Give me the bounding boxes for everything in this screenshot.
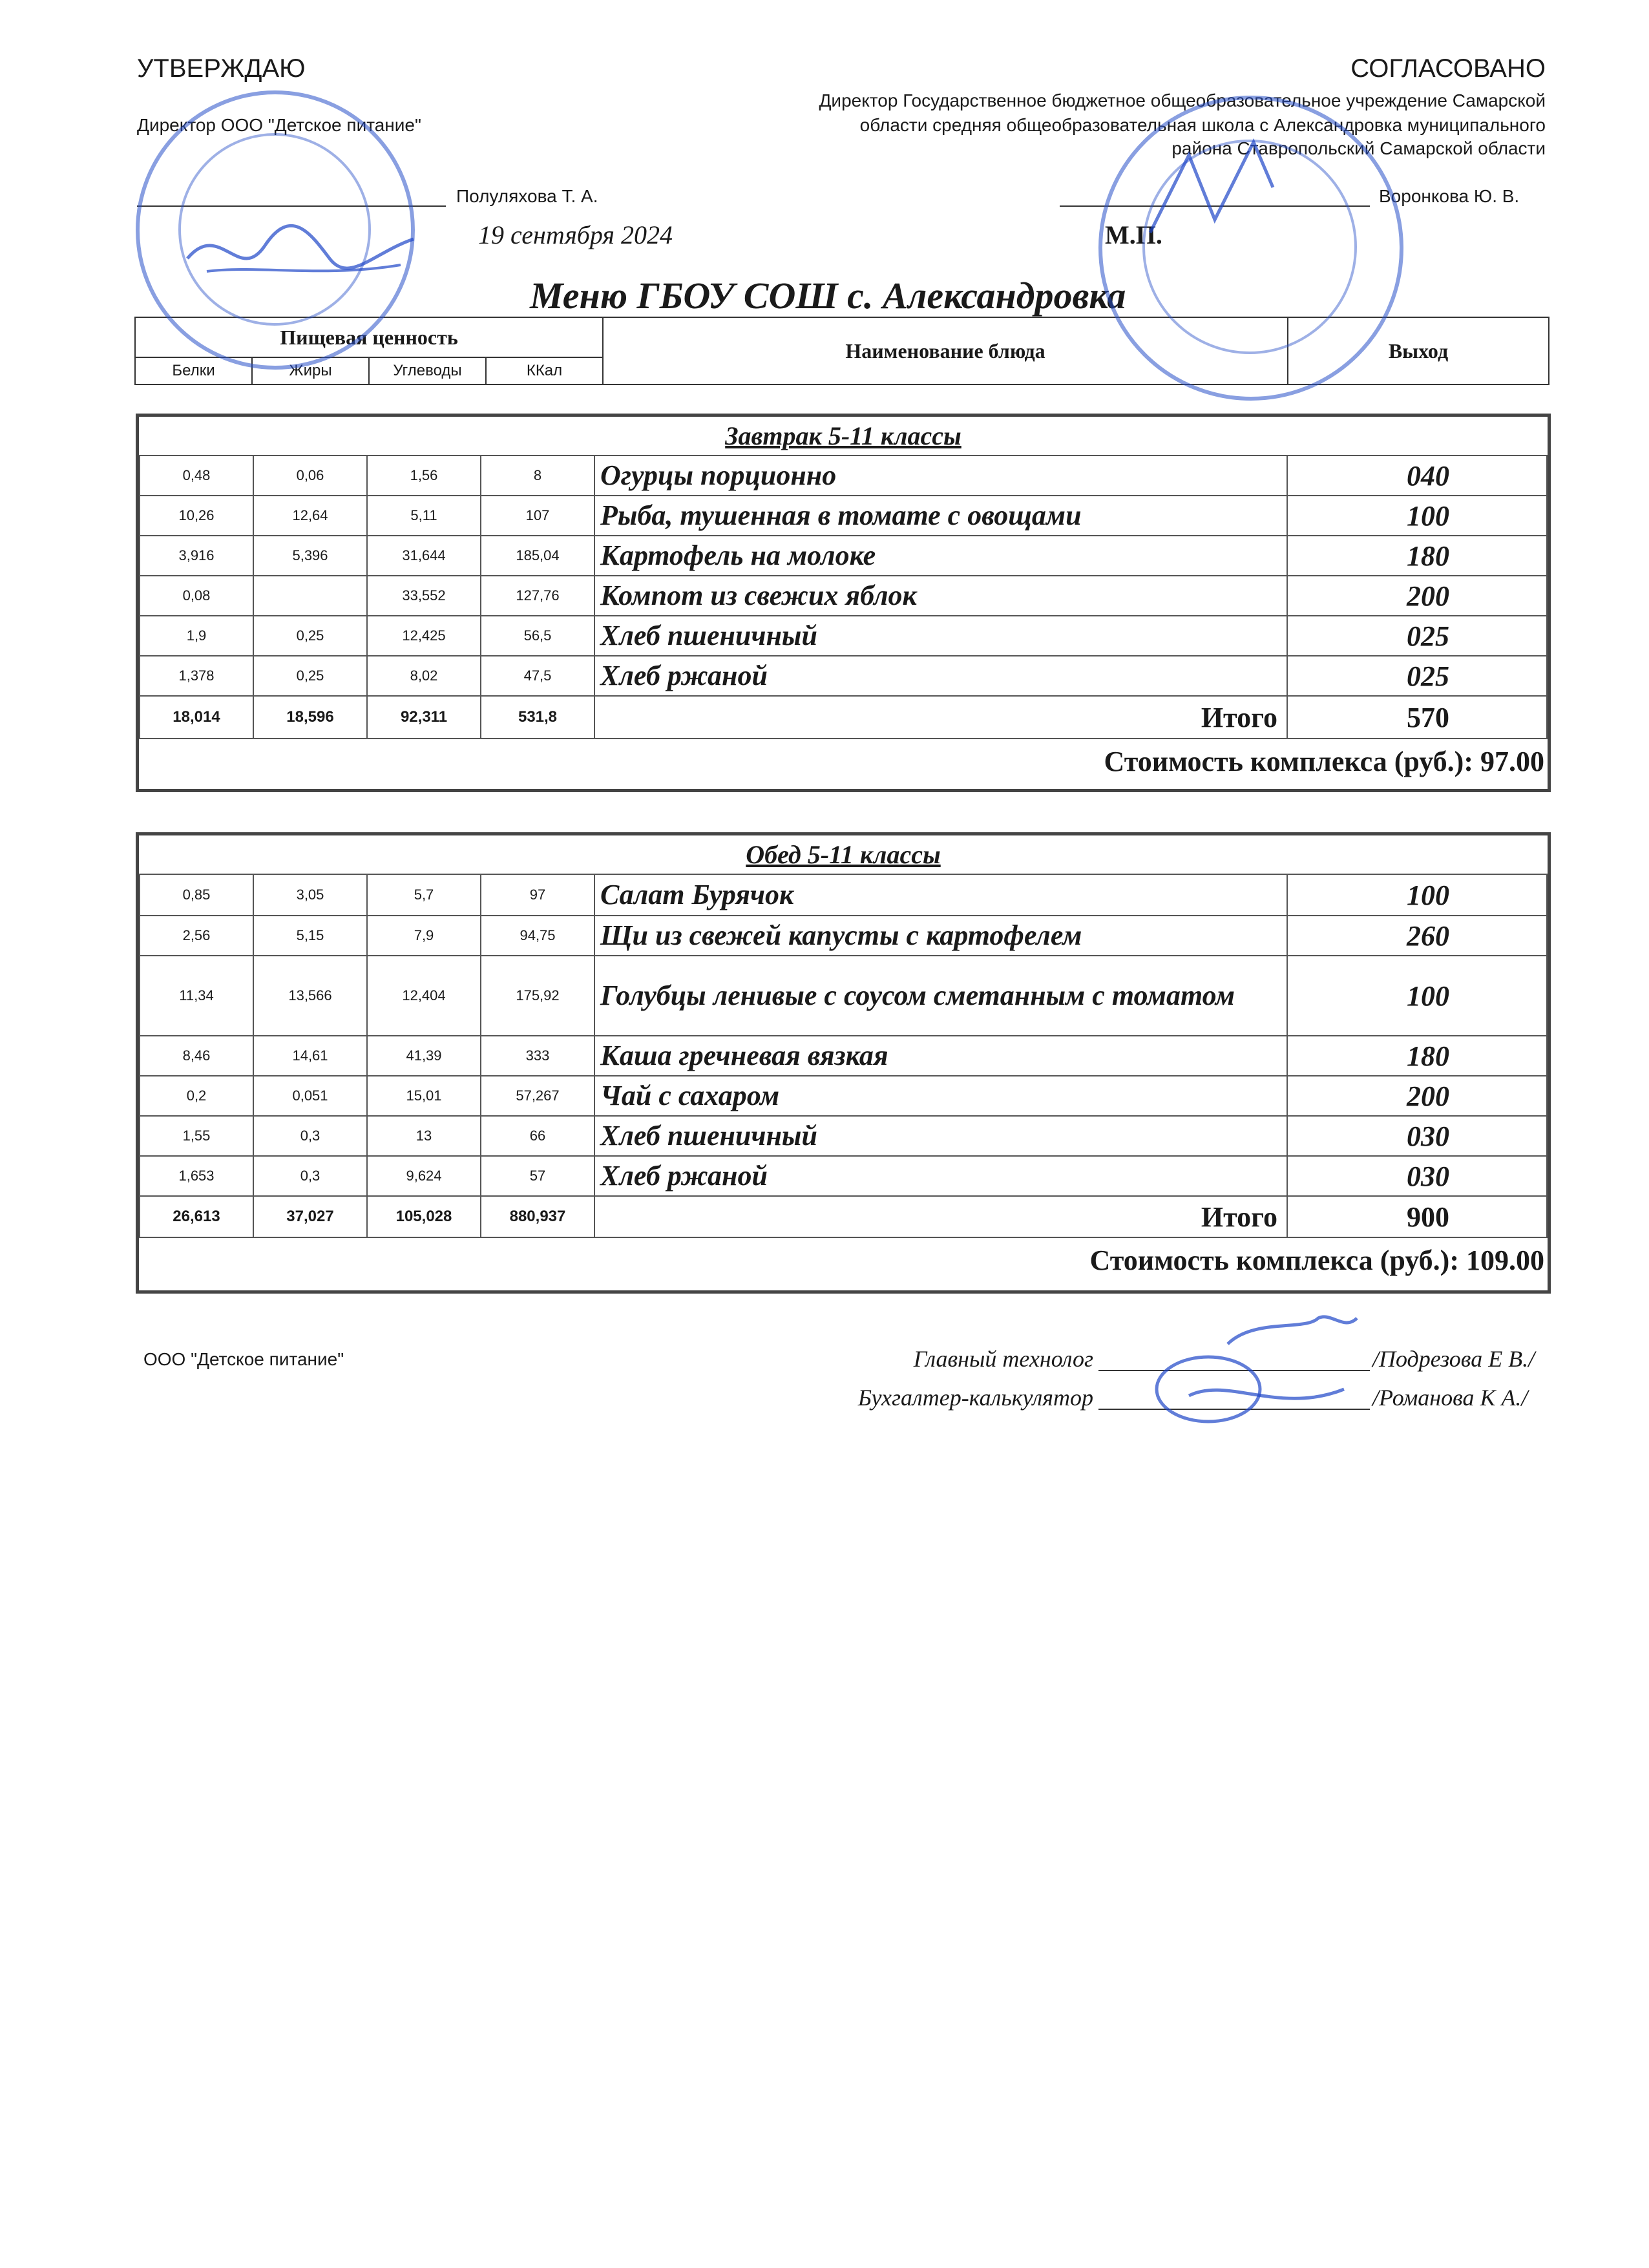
total-yield: 570 [1287,696,1547,739]
protein-cell: 10,26 [140,496,253,536]
kcal-cell: 57 [481,1156,594,1196]
carbs-cell: 13 [367,1116,481,1156]
yield-header: Выход [1288,317,1549,384]
protein-cell: 0,2 [140,1076,253,1116]
fat-cell: 0,06 [253,456,367,496]
total-carbs: 92,311 [367,696,481,739]
protein-cell: 1,9 [140,616,253,656]
protein-cell: 2,56 [140,916,253,956]
agree-name: Воронкова Ю. В. [1379,186,1520,206]
protein-cell: 8,46 [140,1036,253,1076]
total-fat: 37,027 [253,1196,367,1237]
nutrition-header: Пищевая ценность [135,317,603,357]
yield-cell: 040 [1287,456,1547,496]
dish-name-cell: Щи из свежей капусты с картофелем [594,916,1287,956]
yield-cell: 200 [1287,576,1547,616]
fat-cell: 0,3 [253,1116,367,1156]
lunch-cost: Стоимость комплекса (руб.): 109.00 [140,1237,1547,1283]
carbs-cell: 31,644 [367,536,481,576]
kcal-cell: 57,267 [481,1076,594,1116]
protein-cell: 11,34 [140,956,253,1036]
total-carbs: 105,028 [367,1196,481,1237]
kcal-cell: 94,75 [481,916,594,956]
table-row [140,874,1547,916]
technologist-signature-icon [1150,1305,1396,1434]
approve-name: Полуляхова Т. А. [456,186,598,206]
carbs-cell: 15,01 [367,1076,481,1116]
protein-cell: 1,653 [140,1156,253,1196]
protein-cell: 0,48 [140,456,253,496]
kcal-cell: 8 [481,456,594,496]
carbs-header: Углеводы [369,357,486,384]
carbs-cell: 41,39 [367,1036,481,1076]
fat-cell: 12,64 [253,496,367,536]
table-row [140,576,1547,616]
kcal-cell: 107 [481,496,594,536]
fat-cell: 0,25 [253,616,367,656]
dish-name-cell: Компот из свежих яблок [594,576,1287,616]
carbs-cell: 9,624 [367,1156,481,1196]
director-signature-icon [181,207,426,297]
yield-cell: 100 [1287,874,1547,916]
tech-role: Главный технолог [913,1346,1093,1372]
yield-cell: 260 [1287,916,1547,956]
table-row [140,536,1547,576]
table-row [140,496,1547,536]
kcal-header: ККал [486,357,603,384]
dish-name-cell: Чай с сахаром [594,1076,1287,1116]
carbs-cell: 12,425 [367,616,481,656]
fat-cell: 5,396 [253,536,367,576]
total-protein: 18,014 [140,696,253,739]
total-kcal: 880,937 [481,1196,594,1237]
protein-header: Белки [135,357,252,384]
kcal-cell: 185,04 [481,536,594,576]
fat-cell: 3,05 [253,874,367,916]
accountant-role: Бухгалтер-калькулятор [857,1385,1093,1411]
dish-name-cell: Хлеб пшеничный [594,616,1287,656]
tech-name: /Подрезова Е В./ [1372,1346,1535,1372]
yield-cell: 025 [1287,656,1547,696]
yield-cell: 030 [1287,1156,1547,1196]
total-fat: 18,596 [253,696,367,739]
carbs-cell: 5,7 [367,874,481,916]
table-row [140,656,1547,696]
yield-cell: 030 [1287,1116,1547,1156]
page-title: Меню ГБОУ СОШ с. Александровка [530,275,1126,317]
dish-name-cell: Рыба, тушенная в томате с овощами [594,496,1287,536]
agree-title: СОГЛАСОВАНО [1350,54,1546,83]
dish-name-cell: Каша гречневая вязкая [594,1036,1287,1076]
dish-name-cell: Хлеб ржаной [594,1156,1287,1196]
table-row [140,916,1547,956]
approve-date: 19 сентября 2024 [478,220,673,249]
yield-cell: 200 [1287,1076,1547,1116]
dish-name-cell: Хлеб ржаной [594,656,1287,696]
fat-cell: 5,15 [253,916,367,956]
dish-name-cell: Салат Бурячок [594,874,1287,916]
dish-name-cell: Хлеб пшеничный [594,1116,1287,1156]
table-row [140,1156,1547,1196]
agree-line-1: Директор Государственное бюджетное общеобразовательное учреждение Самарской [819,90,1546,110]
total-protein: 26,613 [140,1196,253,1237]
yield-cell: 100 [1287,956,1547,1036]
approve-position: Директор ООО "Детское питание" [137,115,421,135]
lunch-title: Обед 5-11 классы [140,835,1547,874]
carbs-cell: 7,9 [367,916,481,956]
kcal-cell: 175,92 [481,956,594,1036]
stamp-place-label: М.П. [1105,220,1162,249]
accountant-name: /Романова К А./ [1372,1385,1528,1411]
table-row [140,1116,1547,1156]
table-row [140,1076,1547,1116]
kcal-cell: 127,76 [481,576,594,616]
fat-cell: 0,3 [253,1156,367,1196]
fat-cell: 0,25 [253,656,367,696]
footer-company: ООО "Детское питание" [143,1349,344,1369]
fat-header: Жиры [252,357,369,384]
agree-signature-icon [1137,129,1292,246]
kcal-cell: 47,5 [481,656,594,696]
yield-cell: 180 [1287,1036,1547,1076]
protein-cell: 0,85 [140,874,253,916]
dish-name-cell: Огурцы порционно [594,456,1287,496]
kcal-cell: 333 [481,1036,594,1076]
table-row [140,616,1547,656]
dish-name-cell: Картофель на молоке [594,536,1287,576]
breakfast-cost: Стоимость комплекса (руб.): 97.00 [140,739,1547,784]
total-yield: 900 [1287,1196,1547,1237]
protein-cell: 1,378 [140,656,253,696]
protein-cell: 1,55 [140,1116,253,1156]
total-kcal: 531,8 [481,696,594,739]
total-label: Итого [594,696,1287,739]
fat-cell: 0,051 [253,1076,367,1116]
kcal-cell: 66 [481,1116,594,1156]
kcal-cell: 56,5 [481,616,594,656]
approve-title: УТВЕРЖДАЮ [137,54,306,83]
carbs-cell: 1,56 [367,456,481,496]
agree-line-3: района Ставропольский Самарской области [1171,138,1546,158]
total-row [140,1196,1547,1237]
total-label: Итого [594,1196,1287,1237]
fat-cell: 14,61 [253,1036,367,1076]
dish-name-cell: Голубцы ленивые с соусом сметанным с томатом [594,956,1287,1036]
protein-cell: 0,08 [140,576,253,616]
agree-line-2: области средняя общеобразовательная школа с Александровка муниципального [859,115,1546,135]
fat-cell [253,576,367,616]
carbs-cell: 12,404 [367,956,481,1036]
total-row [140,696,1547,739]
carbs-cell: 8,02 [367,656,481,696]
carbs-cell: 5,11 [367,496,481,536]
yield-cell: 180 [1287,536,1547,576]
fat-cell: 13,566 [253,956,367,1036]
dish-name-header: Наименование блюда [603,317,1288,384]
table-row [140,956,1547,1036]
lunch-section [136,832,1551,1294]
yield-cell: 100 [1287,496,1547,536]
protein-cell: 3,916 [140,536,253,576]
yield-cell: 025 [1287,616,1547,656]
breakfast-title: Завтрак 5-11 классы [140,417,1547,456]
carbs-cell: 33,552 [367,576,481,616]
table-row [140,1036,1547,1076]
kcal-cell: 97 [481,874,594,916]
table-row [140,456,1547,496]
breakfast-section [136,414,1551,792]
